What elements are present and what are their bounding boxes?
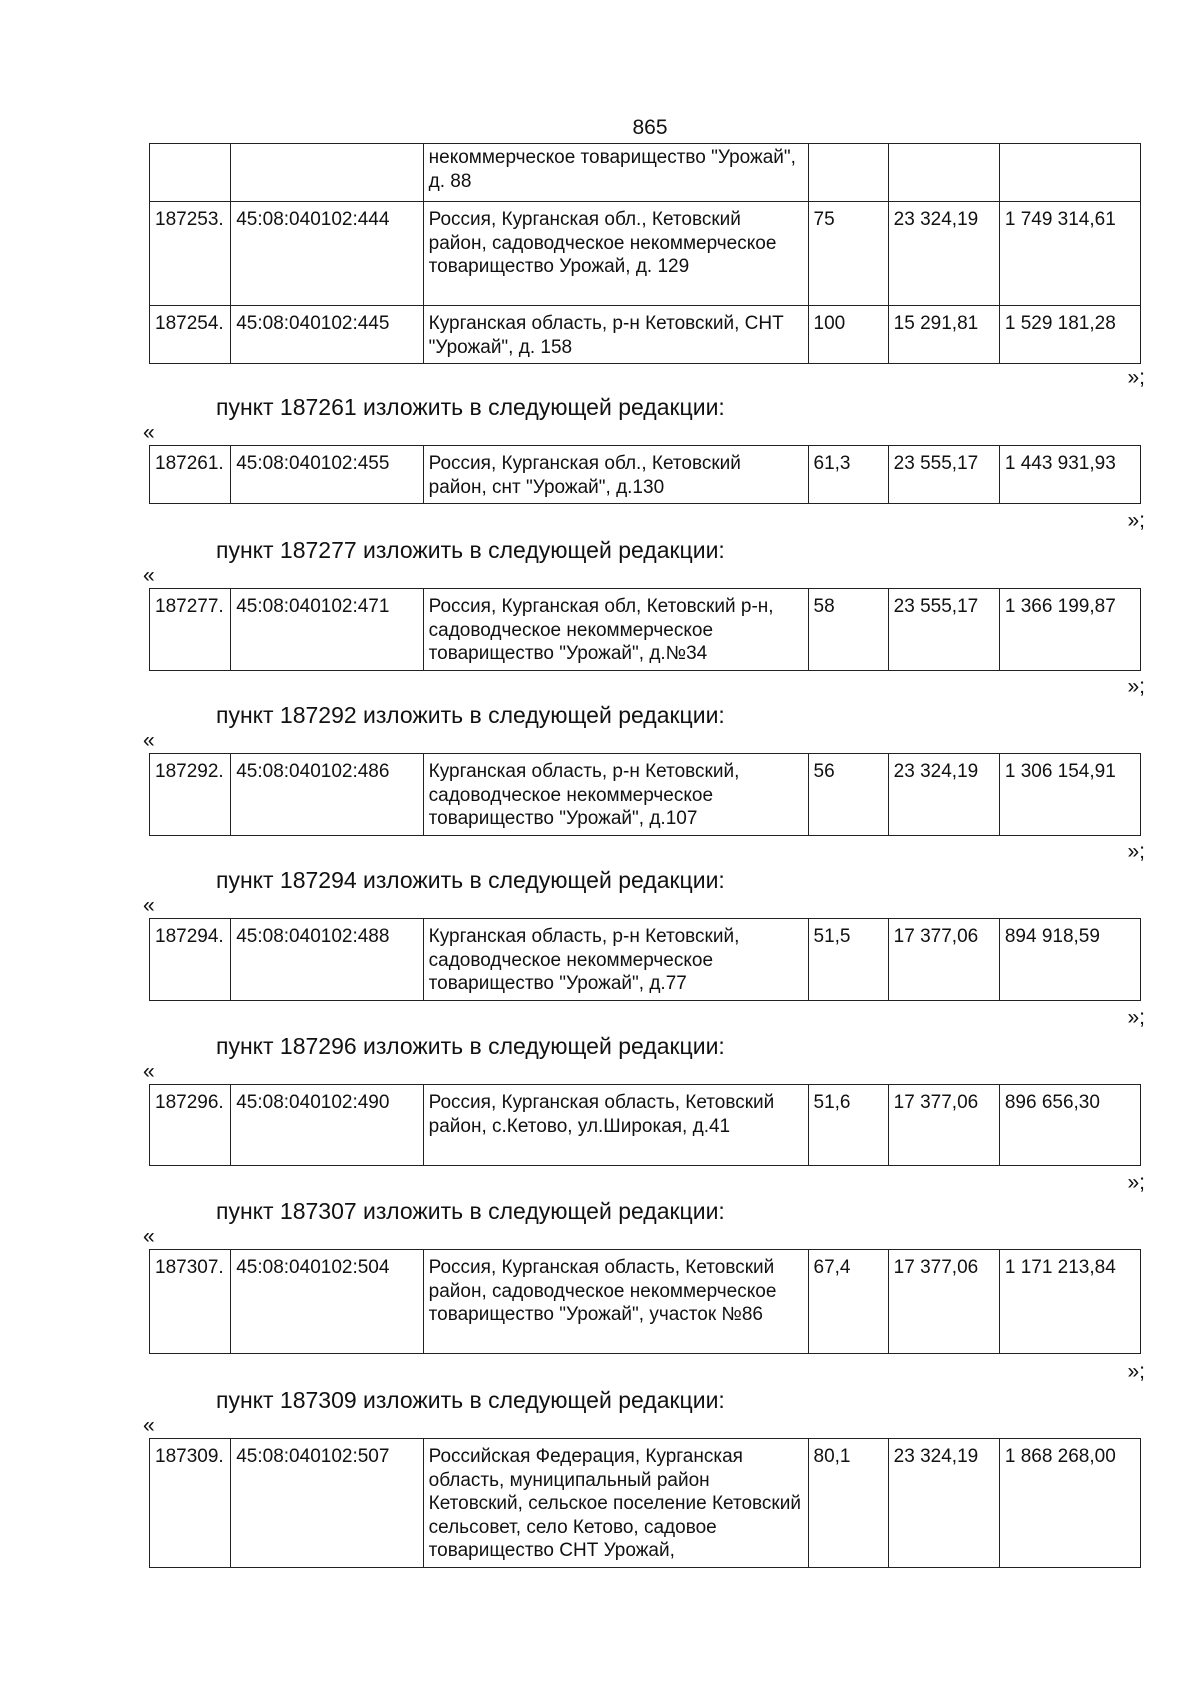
address-cell: Россия, Курганская обл, Кетовский р-н, садоводческое некоммерческое товарищество "Урожай", д.№34 xyxy=(423,589,808,671)
area-cell: 100 xyxy=(808,306,888,364)
closing-quote: »; xyxy=(1127,1006,1145,1029)
cadastral-number-cell: 45:08:040102:455 xyxy=(231,446,423,504)
address-cell: Россия, Курганская область, Кетовский район, садоводческое некоммерческое товарищество "Урожай", участок №86 xyxy=(423,1250,808,1354)
address-cell: некоммерческое товарищество "Урожай", д. 88 xyxy=(423,144,808,202)
cadastral-number-cell: 45:08:040102:445 xyxy=(231,306,423,364)
amendment-table xyxy=(149,1438,1141,1568)
cadastral-number-cell: 45:08:040102:486 xyxy=(231,754,423,836)
page-number: 865 xyxy=(632,116,668,139)
address-cell: Россия, Курганская обл., Кетовский район, садоводческое некоммерческое товарищество Урожай, д. 129 xyxy=(423,202,808,306)
row-number-cell: 187277. xyxy=(150,589,231,671)
closing-quote: »; xyxy=(1127,366,1145,389)
cadastral-value-cell: 1 171 213,84 xyxy=(999,1250,1140,1354)
amendment-instruction: пункт 187296 изложить в следующей редакции: xyxy=(216,1033,725,1059)
closing-quote: »; xyxy=(1127,1360,1145,1383)
area-cell: 51,5 xyxy=(808,919,888,1001)
closing-quote: »; xyxy=(1127,840,1145,863)
unit-price-cell: 23 324,19 xyxy=(888,202,999,306)
table-row xyxy=(150,446,1141,504)
cadastral-value-cell: 1 366 199,87 xyxy=(999,589,1140,671)
amendment-instruction: пункт 187309 изложить в следующей редакции: xyxy=(216,1387,725,1413)
opening-quote: « xyxy=(143,729,155,752)
table-row xyxy=(150,589,1141,671)
address-cell: Россия, Курганская обл., Кетовский район, снт "Урожай", д.130 xyxy=(423,446,808,504)
row-number-cell: 187292. xyxy=(150,754,231,836)
opening-quote: « xyxy=(143,894,155,917)
amendment-instruction: пункт 187292 изложить в следующей редакции: xyxy=(216,702,725,728)
area-cell: 75 xyxy=(808,202,888,306)
unit-price-cell: 15 291,81 xyxy=(888,306,999,364)
row-number-cell: 187261. xyxy=(150,446,231,504)
unit-price-cell: 23 324,19 xyxy=(888,1439,999,1568)
amendment-instruction: пункт 187294 изложить в следующей редакции: xyxy=(216,867,725,893)
table-row xyxy=(150,1250,1141,1354)
area-cell: 80,1 xyxy=(808,1439,888,1568)
closing-quote: »; xyxy=(1127,509,1145,532)
cadastral-value-cell: 1 749 314,61 xyxy=(999,202,1140,306)
cadastral-number-cell: 45:08:040102:488 xyxy=(231,919,423,1001)
closing-quote: »; xyxy=(1127,675,1145,698)
table-row xyxy=(150,1085,1141,1166)
area-cell xyxy=(808,144,888,202)
amendment-table xyxy=(149,445,1141,504)
cadastral-value-cell: 896 656,30 xyxy=(999,1085,1140,1166)
address-cell: Курганская область, р-н Кетовский, СНТ "Урожай", д. 158 xyxy=(423,306,808,364)
row-number-cell: 187307. xyxy=(150,1250,231,1354)
amendment-table xyxy=(149,588,1141,671)
area-cell: 58 xyxy=(808,589,888,671)
row-number-cell xyxy=(150,144,231,202)
cadastral-value-cell xyxy=(999,144,1140,202)
table-row xyxy=(150,144,1141,202)
area-cell: 56 xyxy=(808,754,888,836)
opening-quote: « xyxy=(143,1225,155,1248)
unit-price-cell: 23 555,17 xyxy=(888,589,999,671)
opening-quote: « xyxy=(143,421,155,444)
amendment-table xyxy=(149,918,1141,1001)
amendment-table xyxy=(149,753,1141,836)
table-row xyxy=(150,202,1141,306)
cadastral-value-cell: 894 918,59 xyxy=(999,919,1140,1001)
cadastral-number-cell: 45:08:040102:471 xyxy=(231,589,423,671)
unit-price-cell: 17 377,06 xyxy=(888,1250,999,1354)
area-cell: 61,3 xyxy=(808,446,888,504)
cadastral-value-cell: 1 306 154,91 xyxy=(999,754,1140,836)
row-number-cell: 187309. xyxy=(150,1439,231,1568)
table-row xyxy=(150,306,1141,364)
opening-quote: « xyxy=(143,1414,155,1437)
cadastral-number-cell xyxy=(231,144,423,202)
unit-price-cell xyxy=(888,144,999,202)
cadastral-number-cell: 45:08:040102:444 xyxy=(231,202,423,306)
address-cell: Курганская область, р-н Кетовский, садоводческое некоммерческое товарищество "Урожай", д.107 xyxy=(423,754,808,836)
address-cell: Российская Федерация, Курганская область, муниципальный район Кетовский, сельское поселение Кетовский сельсовет, село Кетово, садовое товарищество СНТ Урожай, xyxy=(423,1439,808,1568)
row-number-cell: 187296. xyxy=(150,1085,231,1166)
cadastral-value-cell: 1 443 931,93 xyxy=(999,446,1140,504)
cadastral-value-cell: 1 868 268,00 xyxy=(999,1439,1140,1568)
cadastral-number-cell: 45:08:040102:507 xyxy=(231,1439,423,1568)
amendment-instruction: пункт 187277 изложить в следующей редакции: xyxy=(216,537,725,563)
unit-price-cell: 23 555,17 xyxy=(888,446,999,504)
address-cell: Курганская область, р-н Кетовский, садоводческое некоммерческое товарищество "Урожай", д.77 xyxy=(423,919,808,1001)
table-row xyxy=(150,1439,1141,1568)
amendment-instruction: пункт 187261 изложить в следующей редакции: xyxy=(216,394,725,420)
head-table xyxy=(149,143,1141,364)
amendment-instruction: пункт 187307 изложить в следующей редакции: xyxy=(216,1198,725,1224)
area-cell: 67,4 xyxy=(808,1250,888,1354)
cadastral-number-cell: 45:08:040102:504 xyxy=(231,1250,423,1354)
opening-quote: « xyxy=(143,564,155,587)
table-row xyxy=(150,919,1141,1001)
address-cell: Россия, Курганская область, Кетовский район, с.Кетово, ул.Широкая, д.41 xyxy=(423,1085,808,1166)
row-number-cell: 187294. xyxy=(150,919,231,1001)
table-row xyxy=(150,754,1141,836)
cadastral-value-cell: 1 529 181,28 xyxy=(999,306,1140,364)
unit-price-cell: 17 377,06 xyxy=(888,1085,999,1166)
cadastral-number-cell: 45:08:040102:490 xyxy=(231,1085,423,1166)
unit-price-cell: 23 324,19 xyxy=(888,754,999,836)
amendment-table xyxy=(149,1084,1141,1166)
opening-quote: « xyxy=(143,1060,155,1083)
unit-price-cell: 17 377,06 xyxy=(888,919,999,1001)
amendment-table xyxy=(149,1249,1141,1354)
row-number-cell: 187254. xyxy=(150,306,231,364)
row-number-cell: 187253. xyxy=(150,202,231,306)
area-cell: 51,6 xyxy=(808,1085,888,1166)
closing-quote: »; xyxy=(1127,1171,1145,1194)
